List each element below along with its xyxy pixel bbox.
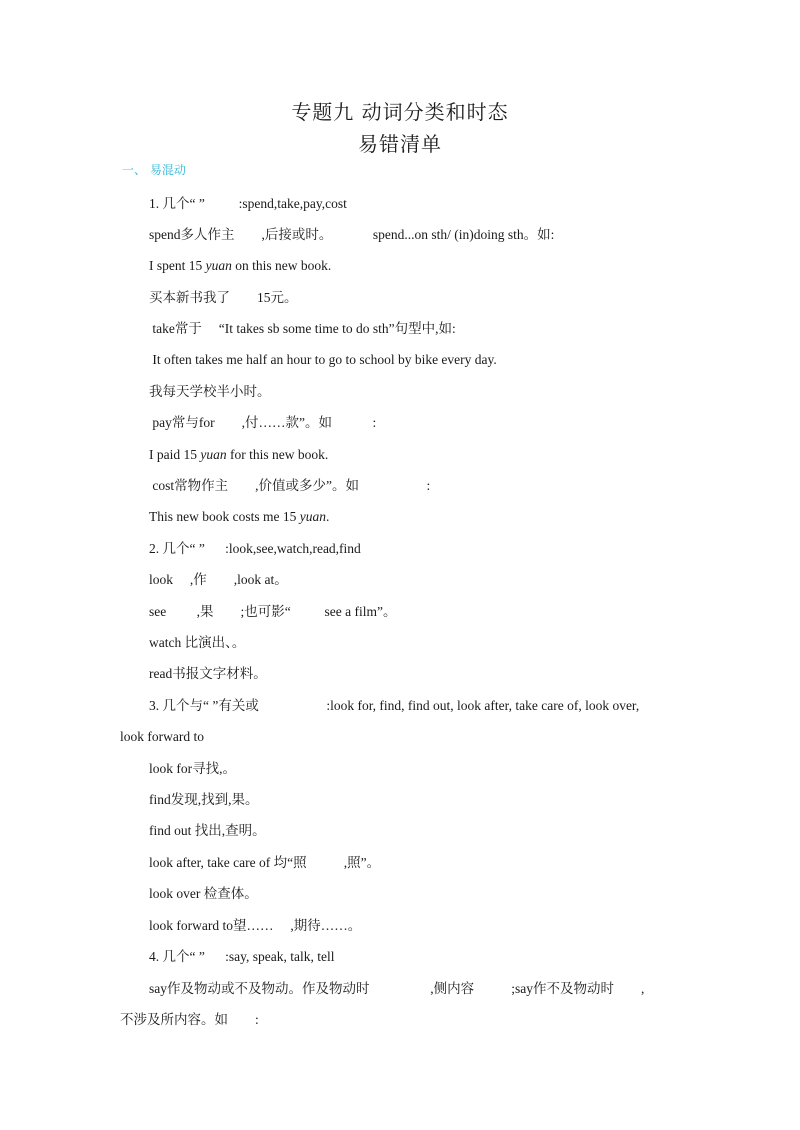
text-span: yuan bbox=[299, 509, 326, 524]
text-span: read书报文字材料。 bbox=[149, 666, 267, 681]
text-span: It often takes me half an hour to go to school by bike every day. bbox=[149, 352, 497, 367]
text-span: yuan bbox=[200, 447, 227, 462]
text-span: I paid 15 bbox=[149, 447, 201, 462]
text-line bbox=[149, 257, 331, 275]
text-span: on this new book. bbox=[231, 258, 332, 273]
text-line bbox=[149, 665, 267, 683]
text-span: take常于 “It takes sb some time to do sth”句型中,如: bbox=[149, 321, 456, 336]
text-span: look after, take care of 均“照 ,照”。 bbox=[149, 855, 381, 870]
text-span: spend多人作主 ,后接或时。 spend...on sth/ (in)doing sth。如: bbox=[149, 227, 555, 242]
text-line bbox=[149, 854, 380, 872]
text-span: look forward to望…… ,期待……。 bbox=[149, 918, 362, 933]
section-heading: 一、 易混动 bbox=[122, 163, 186, 177]
text-line bbox=[149, 195, 347, 213]
text-span: 我每天学校半小时。 bbox=[149, 384, 271, 399]
document-title: 专题九 动词分类和时态 bbox=[291, 100, 509, 124]
text-line bbox=[149, 791, 259, 809]
text-span: 4. 几个“ ” :say, speak, talk, tell bbox=[149, 949, 335, 964]
text-span: look forward to bbox=[120, 729, 204, 744]
text-span: This new book costs me 15 bbox=[149, 509, 300, 524]
text-span: find out 找出,查明。 bbox=[149, 823, 266, 838]
text-span: yuan bbox=[205, 258, 232, 273]
text-line bbox=[149, 477, 430, 495]
text-span: look ,作 ,look at。 bbox=[149, 572, 288, 587]
text-line bbox=[149, 885, 258, 903]
text-span: 3. 几个与“ ”有关或 :look for, find, find out, look after, take care of, look over, bbox=[149, 698, 640, 713]
text-span: 2. 几个“ ” :look,see,watch,read,find bbox=[149, 541, 361, 556]
text-line bbox=[149, 760, 236, 778]
text-line bbox=[120, 1011, 259, 1029]
text-line bbox=[149, 697, 639, 715]
text-span: look for寻找,。 bbox=[149, 761, 236, 776]
text-span: look over 检查体。 bbox=[149, 886, 258, 901]
text-line bbox=[149, 508, 329, 526]
text-line bbox=[149, 446, 328, 464]
text-line bbox=[149, 917, 361, 935]
text-line bbox=[149, 320, 456, 338]
text-line bbox=[149, 289, 298, 307]
text-span: for this new book. bbox=[226, 447, 329, 462]
text-line bbox=[149, 948, 334, 966]
text-span: 不涉及所内容。如 : bbox=[120, 1012, 259, 1027]
text-line bbox=[149, 414, 376, 432]
text-span: say作及物动或不及物动。作及物动时 ,侧内容 ;say作不及物动时 , bbox=[149, 981, 645, 996]
text-line bbox=[149, 540, 361, 558]
document-subtitle: 易错清单 bbox=[358, 132, 442, 156]
text-span: 买本新书我了 15元。 bbox=[149, 290, 298, 305]
text-span: 1. 几个“ ” :spend,take,pay,cost bbox=[149, 196, 347, 211]
text-line bbox=[149, 383, 271, 401]
text-span: . bbox=[326, 509, 330, 524]
text-line bbox=[149, 226, 554, 244]
text-span: see ,果 ;也可影“ see a film”。 bbox=[149, 604, 397, 619]
text-line bbox=[149, 980, 644, 998]
text-line bbox=[149, 571, 288, 589]
text-line bbox=[149, 822, 266, 840]
text-span: I spent 15 bbox=[149, 258, 206, 273]
text-line bbox=[149, 603, 396, 621]
text-span: pay常与for ,付……款”。如 : bbox=[149, 415, 377, 430]
text-span: find发现,找到,果。 bbox=[149, 792, 259, 807]
text-line bbox=[149, 634, 245, 652]
text-line bbox=[149, 351, 497, 369]
text-span: cost常物作主 ,价值或多少”。如 : bbox=[149, 478, 431, 493]
text-span: watch 比演出、。 bbox=[149, 635, 246, 650]
text-line bbox=[120, 728, 204, 746]
